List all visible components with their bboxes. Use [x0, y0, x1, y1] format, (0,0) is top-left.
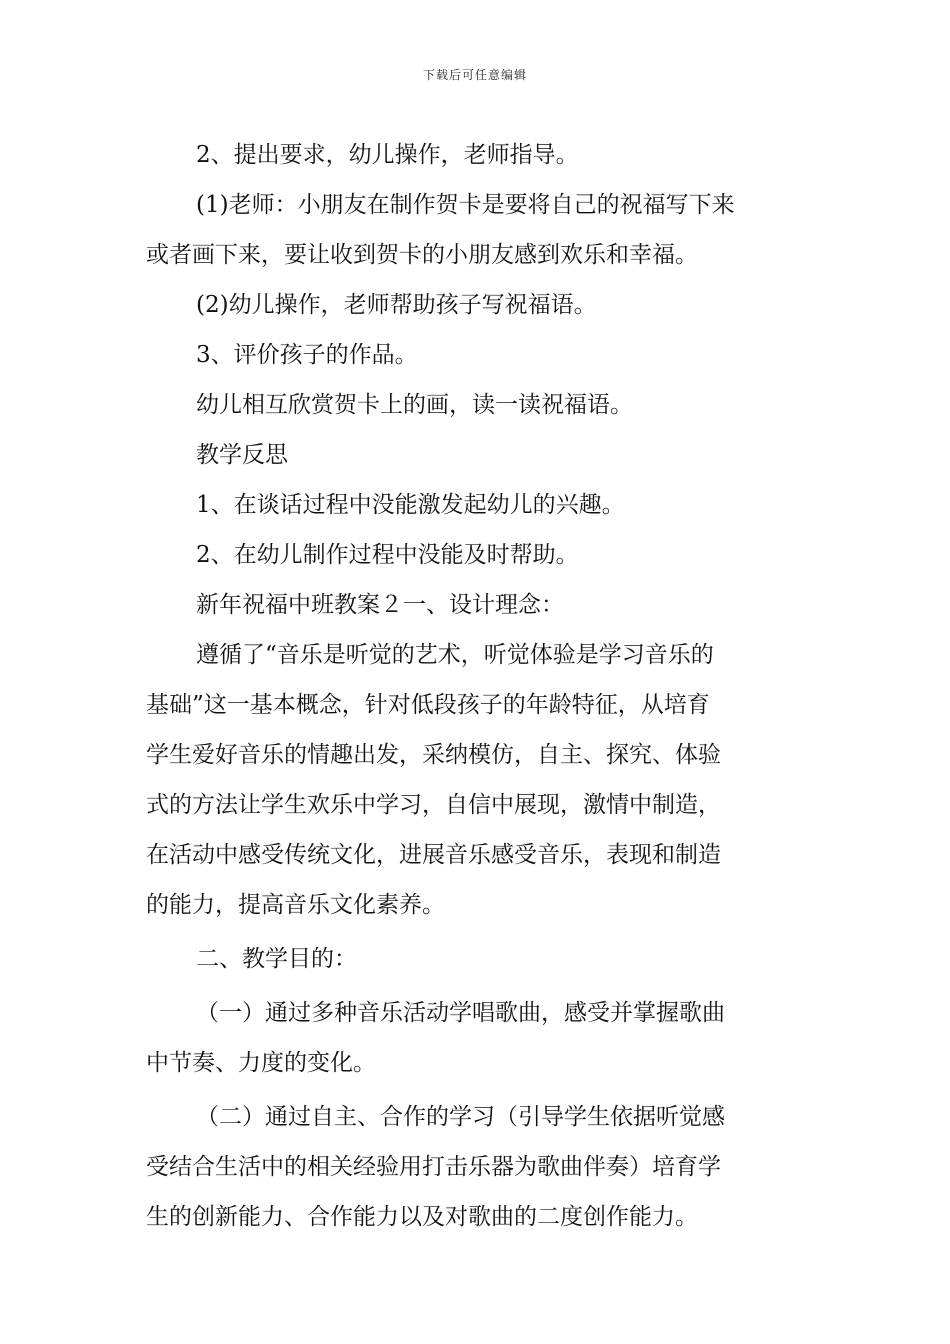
paragraph-line: 学生爱好音乐的情趣出发，采纳模仿，自主、探究、体验 [146, 742, 721, 768]
section-heading: 新年祝福中班教案２一、设计理念： [196, 592, 564, 618]
paragraph-line: 2、提出要求，幼儿操作，老师指导。 [196, 142, 579, 168]
page-header: 下载后可任意编辑 [422, 68, 527, 82]
paragraph-line: 的能力，提高音乐文化素养。 [146, 892, 445, 918]
paragraph-line: 基础”这一基本概念，针对低段孩子的年龄特征，从培育 [146, 692, 710, 718]
paragraph-line: 生的创新能力、合作能力以及对歌曲的二度创作能力。 [146, 1204, 698, 1230]
paragraph-line: 在活动中感受传统文化，进展音乐感受音乐，表现和制造 [146, 842, 721, 868]
paragraph-line: 1、在谈话过程中没能激发起幼儿的兴趣。 [196, 492, 625, 518]
paragraph-line: 式的方法让学生欢乐中学习，自信中展现，激情中制造， [146, 792, 721, 818]
paragraph-line: （一）通过多种音乐活动学唱歌曲，感受并掌握歌曲 [196, 1000, 725, 1026]
paragraph-line: 2、在幼儿制作过程中没能及时帮助。 [196, 542, 579, 568]
paragraph-line: 受结合生活中的相关经验用打击乐器为歌曲伴奏）培育学 [146, 1154, 721, 1180]
paragraph-line: 遵循了“音乐是听觉的艺术，听觉体验是学习音乐的 [196, 642, 714, 668]
paragraph-line: (2)幼儿操作，老师帮助孩子写祝福语。 [196, 292, 597, 318]
document-body [146, 130, 808, 1242]
paragraph-line: 或者画下来，要让收到贺卡的小朋友感到欢乐和幸福。 [146, 242, 698, 268]
section-heading: 教学反思 [196, 442, 288, 468]
paragraph-line: （二）通过自主、合作的学习（引导学生依据听觉感 [196, 1104, 725, 1130]
paragraph-line: 3、评价孩子的作品。 [196, 342, 418, 368]
paragraph-line: (1)老师：小朋友在制作贺卡是要将自己的祝福写下来 [196, 192, 735, 218]
paragraph-line: 中节奏、力度的变化。 [146, 1050, 376, 1076]
section-heading: 二、教学目的： [196, 946, 357, 972]
paragraph-line: 幼儿相互欣赏贺卡上的画，读一读祝福语。 [196, 392, 633, 418]
